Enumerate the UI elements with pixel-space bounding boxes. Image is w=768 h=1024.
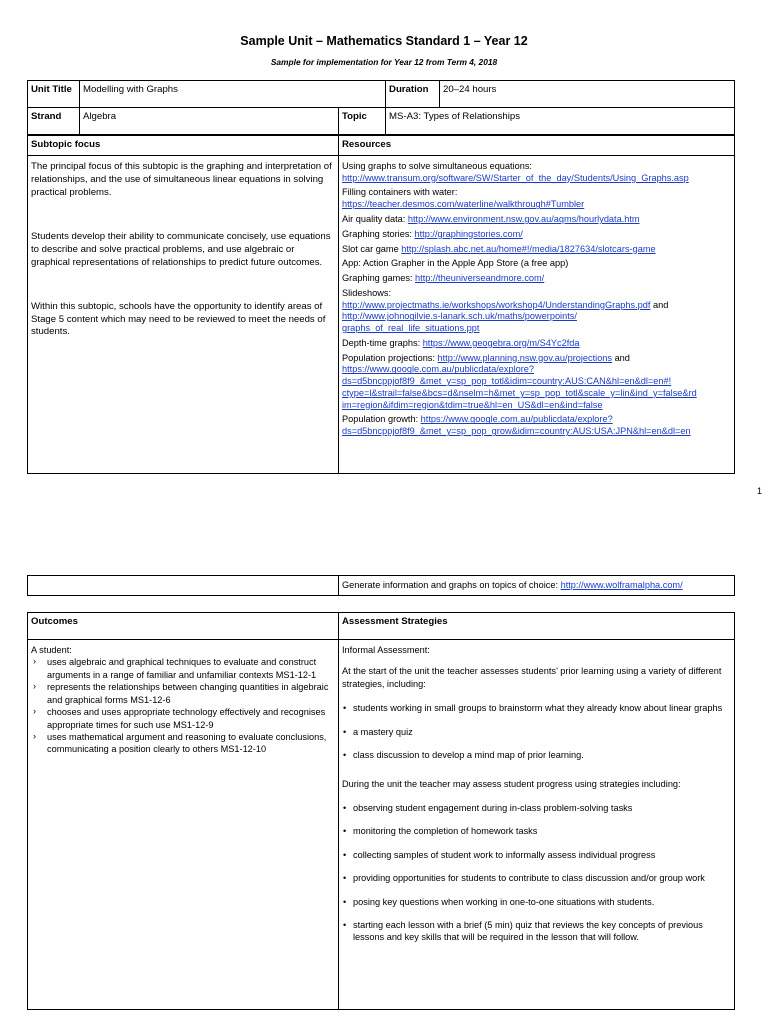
strategy-item: • observing student engagement during in-class problem-solving tasks	[342, 802, 731, 814]
resources-continued-table	[27, 575, 735, 596]
resource-label: Slot car game	[342, 243, 402, 254]
subtopic-paragraph: Within this subtopic, schools have the opportunity to identify areas of Stage 5 content which may need to be reviewed to meet the needs of students.	[31, 300, 326, 338]
page-title: Sample Unit – Mathematics Standard 1 – Year 12	[240, 34, 528, 48]
strategy-item: • starting each lesson with a brief (5 min) quiz that reviews the key concepts of previous lessons and key skills that will be required in the lesson that will follow.	[342, 919, 731, 944]
resource-label: App: Action Grapher in the Apple App Store (a free app)	[342, 258, 569, 269]
resource-label: Population projections:	[342, 352, 438, 363]
topic-value: MS-A3: Types of Relationships	[386, 108, 735, 135]
strategy-item: • students working in small groups to brainstorm what they already know about linear graphs	[342, 702, 731, 714]
resource-label: Graphing stories:	[342, 228, 415, 239]
resource-and: and	[612, 352, 630, 363]
outcomes-cell	[28, 640, 339, 1010]
outcomes-heading: Outcomes	[28, 613, 339, 640]
resource-link[interactable]: graphs_of_real_life_situations.ppt	[342, 323, 480, 334]
duration-label: Duration	[386, 81, 440, 108]
resource-link[interactable]: http://www.planning.nsw.gov.au/projections	[437, 352, 613, 363]
strategy-item: • class discussion to develop a mind map of prior learning.	[342, 749, 731, 761]
resource-link[interactable]: https://teacher.desmos.com/waterline/walkthrough#Tumbler	[342, 199, 585, 210]
outcomes-list	[31, 656, 335, 755]
resource-link[interactable]: ds=d5bncppjof8f9_&met_y=sp_pop_totl&idim=country:AUS:CAN&hl=en&dl=en#!	[342, 376, 672, 387]
resource-link[interactable]: https://www.google.com.au/publicdata/explore?	[342, 364, 535, 375]
page-subtitle: Sample for implementation for Year 12 from Term 4, 2018	[270, 57, 498, 67]
empty-cell	[28, 576, 339, 596]
strategy-item: • collecting samples of student work to informally assess individual progress	[342, 849, 731, 861]
resource-label: Population growth:	[342, 414, 421, 425]
strand-value: Algebra	[80, 108, 339, 135]
outcome-item: › uses algebraic and graphical techniques to evaluate and construct arguments in a range of familiar and unfamiliar contexts MS1-12-1	[31, 656, 335, 681]
duration-value: 20–24 hours	[440, 81, 735, 108]
outcomes-assessment-table	[27, 612, 735, 1010]
resources-heading: Resources	[339, 136, 735, 156]
resource-link[interactable]: http://splash.abc.net.au/home#!/media/1827634/slotcars-game	[401, 243, 656, 254]
outcome-item: › represents the relationships between changing quantities in algebraic and graphical forms MS1-12-6	[31, 681, 335, 706]
resource-link[interactable]: http://www.environment.nsw.gov.au/aqms/hourlydata.htm	[407, 214, 640, 224]
page-number: 1	[756, 486, 762, 496]
subtopic-focus-cell	[28, 155, 339, 473]
informal-assessment-label: Informal Assessment:	[342, 645, 430, 655]
subtopic-paragraph: The principal focus of this subtopic is the graphing and interpretation of relationships, and the use of simultaneous linear equations in solving practical problems.	[31, 160, 332, 198]
outcome-item: › chooses and uses appropriate technology effectively and recognises appropriate times for such use MS1-12-9	[31, 706, 335, 731]
unit-title-label: Unit Title	[28, 81, 80, 108]
subtopic-resources-table	[27, 135, 735, 474]
assessment-heading: Assessment Strategies	[339, 613, 735, 640]
resource-link[interactable]: https://www.geogebra.org/m/S4Yc2fda	[422, 337, 580, 348]
resources-cell	[339, 155, 735, 473]
resource-label: Graphing games:	[342, 273, 416, 284]
outcome-item: › uses mathematical argument and reasoning to evaluate conclusions, communicating a position clearly to others MS1-12-10	[31, 731, 335, 756]
outcomes-intro: A student:	[31, 645, 72, 655]
resource-link[interactable]: https://www.google.com.au/publicdata/explore?	[420, 414, 613, 425]
resource-link[interactable]: http://graphingstories.com/	[414, 228, 523, 239]
resource-link[interactable]: im=region&ifdim=region&tdim=true&hl=en_US&dl=en&ind=false	[342, 399, 603, 410]
strategy-item: • a mastery quiz	[342, 726, 731, 738]
resource-link[interactable]: http://theuniverseandmore.com/	[415, 273, 545, 284]
topic-label: Topic	[339, 108, 386, 135]
resource-label: Generate information and graphs on topics of choice:	[342, 580, 561, 590]
progress-strategies-list	[342, 802, 731, 944]
subtopic-heading: Subtopic focus	[28, 136, 339, 156]
assessment-cell	[339, 640, 735, 1010]
resource-label: Slideshows:	[342, 287, 392, 298]
resources-continued-cell	[339, 576, 735, 596]
resource-link[interactable]: http://www.wolframalpha.com/	[560, 580, 683, 590]
unit-info-table	[27, 80, 735, 135]
strand-label: Strand	[28, 108, 80, 135]
subtopic-paragraph: Students develop their ability to communicate concisely, use equations to describe and solve practical problems, and use algebraic or graphical representations of relationships to predict future outcomes.	[31, 230, 331, 268]
resource-label: Air quality data:	[342, 214, 408, 224]
resource-label: Depth-time graphs:	[342, 337, 423, 348]
resource-label: Filling containers with water:	[342, 187, 458, 198]
strategy-item: • providing opportunities for students to contribute to class discussion and/or group work	[342, 872, 731, 884]
strategy-item: • posing key questions when working in one-to-one situations with students.	[342, 896, 731, 908]
assessment-intro: During the unit the teacher may assess student progress using strategies including:	[342, 778, 681, 789]
resource-label: Using graphs to solve simultaneous equations:	[342, 160, 532, 171]
unit-title-value: Modelling with Graphs	[80, 81, 386, 108]
resource-link[interactable]: http://www.johnogilvie.s-lanark.sch.uk/maths/powerpoints/	[342, 311, 577, 322]
resource-link[interactable]: ctype=l&strail=false&bcs=d&nselm=h&met_y=sp_pop_totl&scale_y=lin&ind_y=false&rd	[342, 387, 697, 398]
assessment-intro: At the start of the unit the teacher assesses students’ prior learning using a variety of different strategies, including:	[342, 666, 722, 689]
resource-and: and	[650, 299, 669, 310]
prior-learning-list	[342, 702, 731, 761]
resource-link[interactable]: ds=d5bncppjof8f9_&met_y=sp_pop_grow&idim=country:AUS:USA:JPN&hl=en&dl=en	[342, 426, 691, 437]
strategy-item: • monitoring the completion of homework tasks	[342, 825, 731, 837]
resource-link[interactable]: http://www.projectmaths.ie/workshops/workshop4/UnderstandingGraphs.pdf	[342, 299, 651, 310]
resource-link[interactable]: http://www.transum.org/software/SW/Starter_of_the_day/Students/Using_Graphs.asp	[342, 172, 689, 183]
